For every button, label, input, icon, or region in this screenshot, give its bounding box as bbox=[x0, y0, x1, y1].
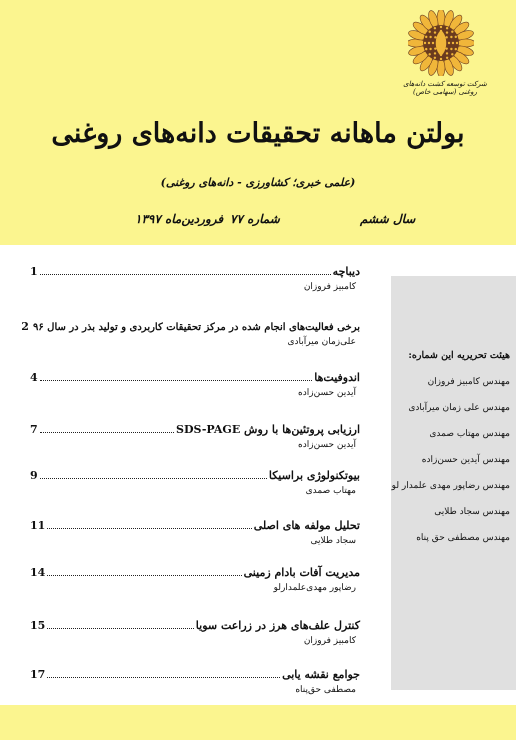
sunflower-seed bbox=[456, 42, 458, 44]
sunflower-seed bbox=[450, 36, 452, 38]
toc-entry[interactable] bbox=[30, 371, 360, 398]
sunflower-seed bbox=[455, 48, 457, 50]
editorial-board-member: مهندس کامبیز فروزان bbox=[427, 377, 510, 387]
toc-entry-page: 7 bbox=[30, 423, 38, 436]
sunflower-seed bbox=[440, 58, 442, 60]
toc-entry-author: مهتاب صمدی bbox=[305, 486, 356, 496]
editorial-board-member: مهندس رضاپور مهدی علمدار لو bbox=[391, 481, 510, 491]
toc-entry-page: 11 bbox=[30, 519, 46, 532]
issue-date: فروردین‌ماه ۱۳۹۷ bbox=[135, 212, 224, 226]
bulletin-subtitle: (علمی خبری؛ کشاورزی - دانه‌های روغنی) bbox=[160, 176, 356, 189]
sunflower-seed bbox=[429, 48, 431, 50]
toc-entry-page: 1 bbox=[30, 265, 38, 278]
editorial-board-panel bbox=[391, 276, 516, 690]
toc-entry-page: 9 bbox=[30, 469, 38, 482]
sunflower-seed bbox=[440, 26, 442, 28]
cover-footer-band bbox=[0, 705, 516, 740]
toc-entry[interactable] bbox=[21, 320, 360, 347]
sunflower-seed bbox=[434, 57, 436, 59]
toc-entry-title: برخی فعالیت‌های انجام شده در مرکز تحقیقات کاربردی و تولید بذر در سال ۹۶ bbox=[32, 322, 360, 333]
toc-entry[interactable] bbox=[30, 519, 360, 546]
toc-leader bbox=[47, 628, 193, 629]
toc-entry[interactable] bbox=[30, 265, 360, 292]
editorial-board-member: مهندس علی زمان میرآبادی bbox=[408, 403, 510, 413]
toc-entry-title: جوامع نقشه یابی bbox=[282, 668, 360, 681]
toc-entry-title: بیوتکنولوژی براسیکا bbox=[268, 469, 360, 482]
sunflower-seed bbox=[440, 34, 442, 36]
sunflower-seed bbox=[451, 53, 453, 55]
sunflower-seed bbox=[446, 52, 448, 54]
bulletin-title: بولتن ماهانه تحقیقات دانه‌های روغنی bbox=[51, 118, 465, 149]
toc-entry-page: 4 bbox=[30, 371, 38, 384]
toc-entry-page: 17 bbox=[30, 668, 46, 681]
sunflower-seed bbox=[428, 30, 430, 32]
toc-entry[interactable] bbox=[30, 668, 360, 695]
toc-entry-author: علی‌زمان میرآبادی bbox=[287, 337, 356, 347]
sunflower-seed bbox=[448, 42, 450, 44]
sunflower-seed bbox=[450, 48, 452, 50]
sunflower-seed bbox=[425, 36, 427, 38]
toc-entry-title: اندوفیت‌ها bbox=[314, 371, 360, 384]
toc-entry-author: کامبیز فروزان bbox=[303, 282, 356, 292]
sunflower-seed bbox=[424, 42, 426, 44]
sunflower-logo bbox=[408, 10, 474, 76]
toc-entry-title: ارزیابی پروتئین‌ها با روش SDS-PAGE bbox=[176, 423, 360, 436]
toc-leader bbox=[47, 677, 280, 678]
toc-leader bbox=[40, 274, 331, 275]
editorial-board-member: مهندس مصطفی حق پناه bbox=[416, 533, 510, 543]
toc-entry-page: 14 bbox=[30, 566, 46, 579]
sunflower-seed bbox=[434, 52, 436, 54]
issue-number: شماره ۷۷ bbox=[230, 212, 280, 226]
sunflower-seed bbox=[445, 47, 447, 49]
toc-entry[interactable] bbox=[30, 566, 360, 593]
sunflower-seed bbox=[434, 47, 436, 49]
sunflower-seed bbox=[429, 36, 431, 38]
sunflower-seed bbox=[440, 54, 442, 56]
sunflower-seed bbox=[445, 36, 447, 38]
toc-leader bbox=[47, 528, 251, 529]
toc-entry-author: سجاد طلایی bbox=[310, 536, 356, 546]
sunflower-seed bbox=[452, 42, 454, 44]
toc-leader bbox=[40, 478, 267, 479]
sunflower-seed bbox=[440, 30, 442, 32]
toc-leader bbox=[40, 380, 313, 381]
toc-entry-title: دیباچه bbox=[332, 265, 360, 278]
toc-entry-author: آیدین حسن‌زاده bbox=[298, 440, 356, 450]
toc-entry-page: 15 bbox=[30, 619, 46, 632]
sunflower-seed bbox=[434, 31, 436, 33]
toc-entry-page: 2 bbox=[21, 320, 29, 333]
toc-entry-author: مصطفی حق‌پناه bbox=[295, 685, 356, 695]
cover-header bbox=[0, 0, 516, 245]
editorial-board-member: مهندس آیدین حسن‌زاده bbox=[421, 455, 510, 465]
toc-entry[interactable] bbox=[30, 619, 360, 646]
sunflower-seed bbox=[446, 27, 448, 29]
toc-entry[interactable] bbox=[30, 423, 360, 450]
editorial-board-member: مهندس سجاد طلایی bbox=[434, 507, 510, 517]
sunflower-seed bbox=[440, 50, 442, 52]
sunflower-seed bbox=[428, 53, 430, 55]
sunflower-seed bbox=[425, 48, 427, 50]
toc-entry-author: کامبیز فروزان bbox=[303, 636, 356, 646]
toc-entry-author: آیدین حسن‌زاده bbox=[298, 388, 356, 398]
toc-leader bbox=[40, 432, 174, 433]
sunflower-seed bbox=[446, 31, 448, 33]
toc-entry-author: رضاپور مهدی‌علمدارلو bbox=[273, 583, 356, 593]
toc-entry-title: مدیریت آفات بادام زمینی bbox=[243, 566, 360, 579]
sunflower-seed bbox=[451, 30, 453, 32]
toc-entry-title: کنترل علف‌های هرز در زراعت سویا bbox=[195, 619, 360, 632]
organization-name: شرکت توسعه کشت دانه‌های روغنی (سهامی خاص) bbox=[403, 80, 487, 96]
editorial-board-heading: هیئت تحریریه این شماره: bbox=[408, 350, 510, 361]
sunflower-seed bbox=[455, 36, 457, 38]
toc-entry-title: تحلیل مولفه های اصلی bbox=[253, 519, 360, 532]
sunflower-seed bbox=[432, 42, 434, 44]
sunflower-seed bbox=[434, 36, 436, 38]
sunflower-seed bbox=[434, 27, 436, 29]
toc-leader bbox=[47, 575, 241, 576]
toc-entry[interactable] bbox=[30, 469, 360, 496]
editorial-board-member: مهندس مهتاب صمدی bbox=[429, 429, 510, 439]
volume-year: سال ششم bbox=[360, 212, 416, 226]
sunflower-seed bbox=[428, 42, 430, 44]
sunflower-seed bbox=[446, 57, 448, 59]
